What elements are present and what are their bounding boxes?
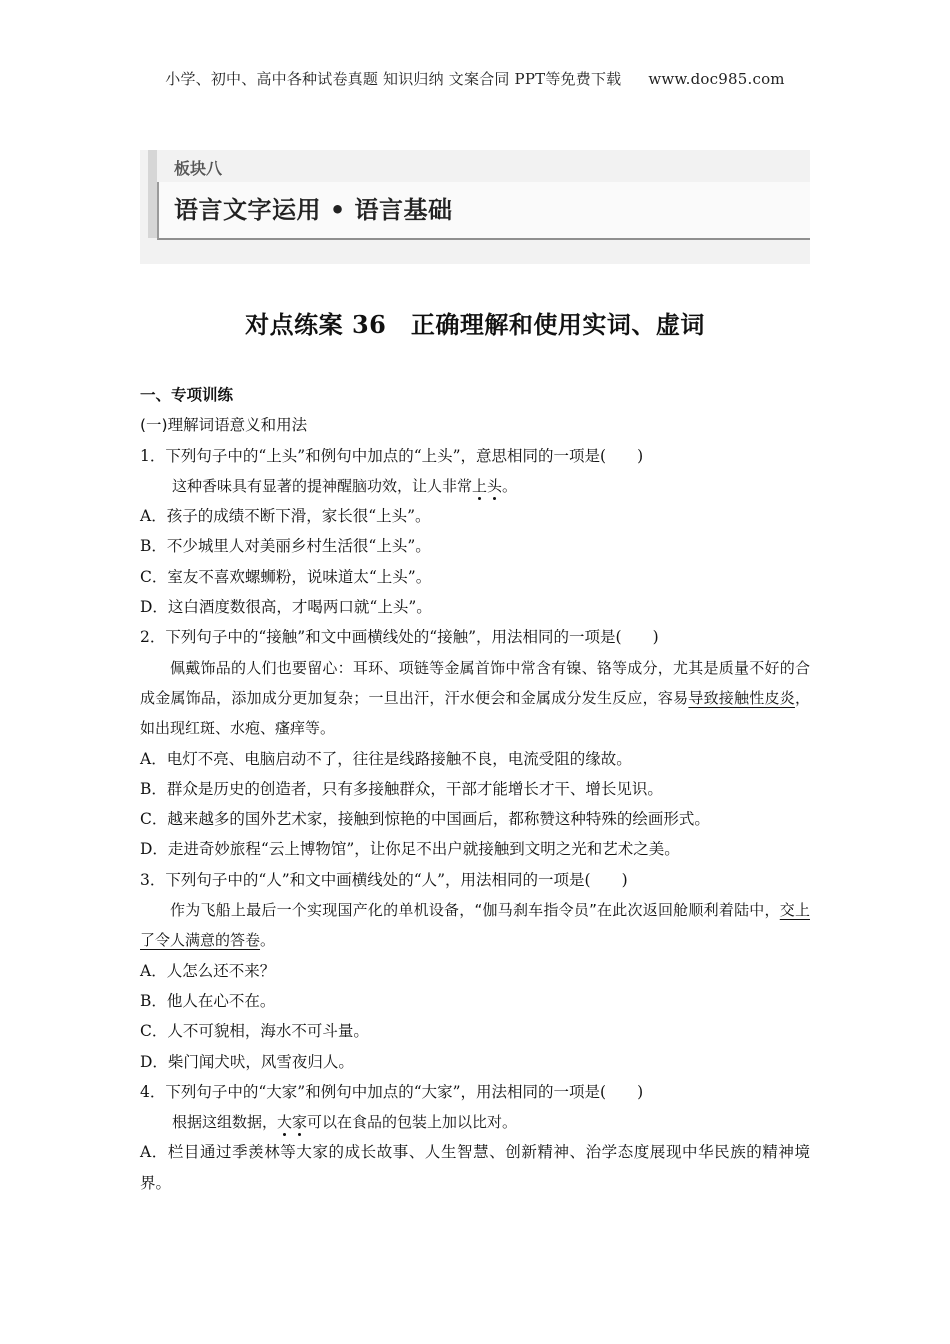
q1-option-b: B．不少城里人对美丽乡村生活很“上头”。 xyxy=(140,537,431,556)
q1-option-a: A．孩子的成绩不断下滑，家长很“上头”。 xyxy=(140,507,431,526)
q1-example-post: 。 xyxy=(502,476,518,495)
header-text: 小学、初中、高中各种试卷真题 知识归纳 文案合同 PPT等免费下载 xyxy=(165,70,622,88)
document-title: 对点练案 36 正确理解和使用实词、虚词 xyxy=(245,310,705,339)
q4-example-pre: 根据这组数据， xyxy=(172,1113,278,1132)
q2-option-c: C．越来越多的国外艺术家，接触到惊艳的中国画后，都称赞这种特殊的绘画形式。 xyxy=(140,810,710,829)
page-header xyxy=(0,68,950,89)
q2-passage-pre: 佩戴饰品的人们也要留心：耳环、项链等金属首饰中常含有镍、铬等成分，尤其是质量不好的合成金属饰品，添加成分更加复杂；一旦出汗，汗水便会和金属成分发生反应，容易 xyxy=(140,658,810,707)
part-heading: 一、专项训练 xyxy=(140,386,234,404)
q1-option-c: C．室友不喜欢螺蛳粉，说味道太“上头”。 xyxy=(140,567,432,586)
q4-dotted-char-2: 家 xyxy=(292,1113,308,1132)
q1-stem: 1．下列句子中的“上头”和例句中加点的“上头”，意思相同的一项是( ) xyxy=(140,446,644,465)
q2-passage-post: ，如出现红斑、水疱、瘙痒等。 xyxy=(140,688,810,738)
q1-example-pre: 这种香味具有显著的提神醒脑功效，让人非常 xyxy=(172,476,473,495)
banner-title: 语言文字运用 • 语言基础 xyxy=(174,196,453,224)
header-url[interactable]: www.doc985.com xyxy=(648,70,785,88)
q3-stem: 3．下列句子中的“人”和文中画横线处的“人”，用法相同的一项是( ) xyxy=(140,870,628,889)
q4-dotted-char-1: 大 xyxy=(277,1113,293,1132)
q3-option-c: C．人不可貌相，海水不可斗量。 xyxy=(140,1022,369,1041)
q2-passage xyxy=(140,653,810,744)
q1-example xyxy=(140,471,810,501)
q2-stem: 2．下列句子中的“接触”和文中画横线处的“接触”，用法相同的一项是( ) xyxy=(140,628,659,647)
q1-dotted-char-1: 上 xyxy=(472,476,488,495)
q2-underlined-phrase: 导致接触性皮炎 xyxy=(688,688,795,707)
q3-underlined-phrase: 交上了令人满意的答卷 xyxy=(140,901,810,950)
q3-passage-pre: 作为飞船上最后一个实现国产化的单机设备，“伽马刹车指令员”在此次返回舱顺利着陆中， xyxy=(170,901,780,920)
q4-example xyxy=(140,1107,810,1137)
q1-option-d: D．这白酒度数很高，才喝两口就“上头”。 xyxy=(140,598,432,617)
q3-option-b: B．他人在心不在。 xyxy=(140,991,276,1010)
q1-dotted-char-2: 头 xyxy=(487,476,503,495)
banner-section-label: 板块八 xyxy=(174,159,223,178)
q4-stem: 4．下列句子中的“大家”和例句中加点的“大家”，用法相同的一项是( ) xyxy=(140,1082,644,1101)
q4-example-post: 可以在食品的包装上加以比对。 xyxy=(307,1113,518,1132)
exercise-content xyxy=(140,380,810,1198)
q2-option-b: B．群众是历史的创造者，只有多接触群众，干部才能增长才干、增长见识。 xyxy=(140,779,663,798)
section-banner xyxy=(140,150,810,264)
q3-option-a: A．人怎么还不来？ xyxy=(140,961,276,980)
q3-option-d: D．柴门闻犬吠，风雪夜归人。 xyxy=(140,1052,354,1071)
q3-passage-post: 。 xyxy=(260,931,276,950)
q2-option-a: A．电灯不亮、电脑启动不了，往往是线路接触不良，电流受阻的缘故。 xyxy=(140,749,632,768)
sub-heading: (一)理解词语意义和用法 xyxy=(140,416,308,435)
banner-accent xyxy=(148,150,157,238)
q4-option-a: A．栏目通过季羡林等大家的成长故事、人生智慧、创新精神、治学态度展现中华民族的精神境界。 xyxy=(140,1143,810,1192)
q2-option-d: D．走进奇妙旅程“云上博物馆”，让你足不出户就接触到文明之光和艺术之美。 xyxy=(140,840,680,859)
q3-passage xyxy=(140,895,810,956)
